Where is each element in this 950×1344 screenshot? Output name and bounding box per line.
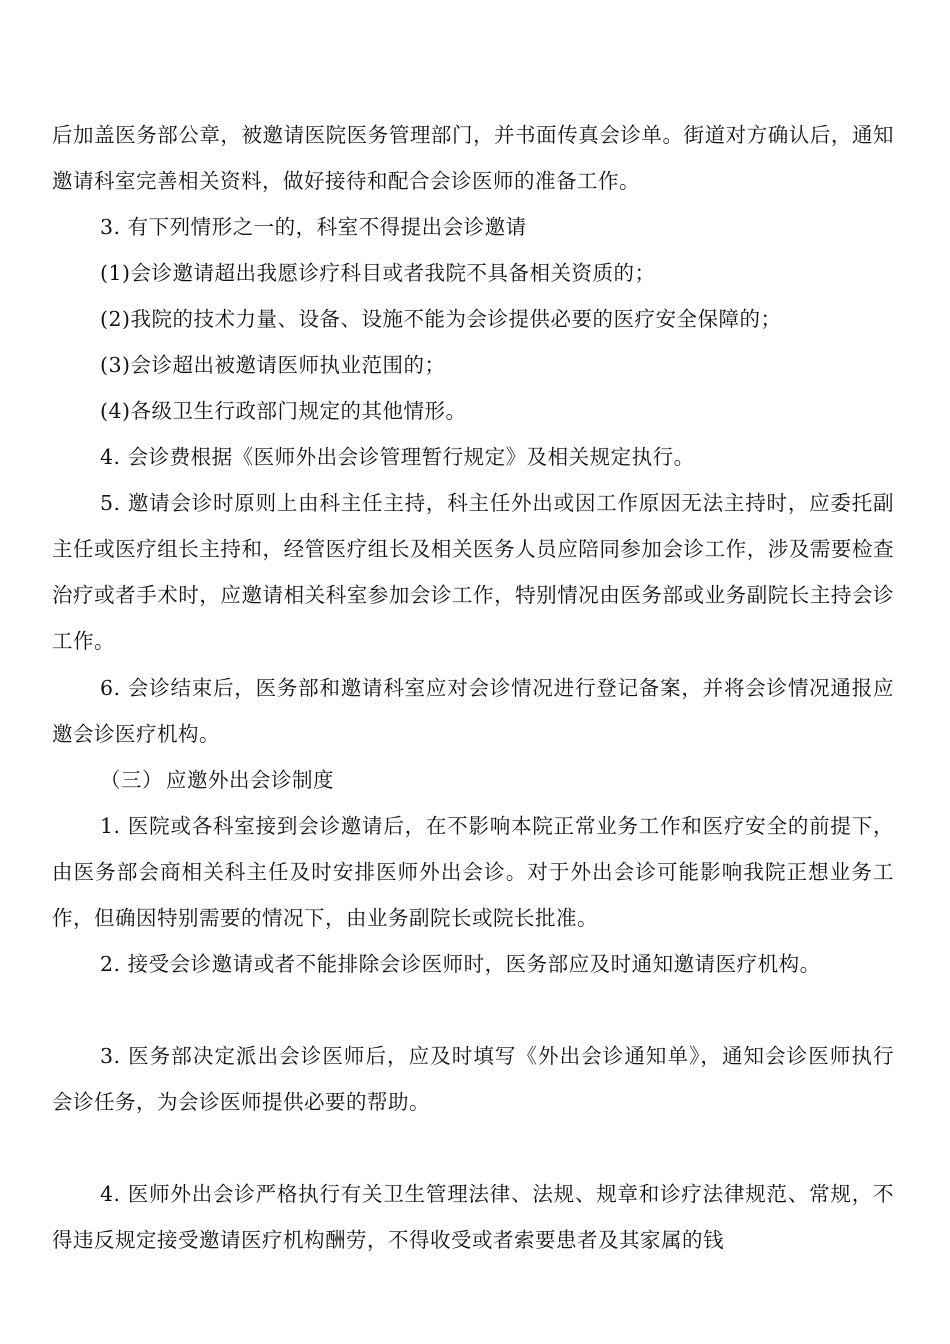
paragraph-subitem-4: (4)各级卫生行政部门规定的其他情形。: [100, 399, 467, 423]
paragraph-outgoing-3: 3. 医务部决定派出会诊医师后，应及时填写《外出会诊通知单》，通知会诊医师执行会诊任务，为会诊医师提供必要的帮助。: [52, 1044, 894, 1114]
paragraph-subitem-3: (3)会诊超出被邀请医师执业范围的；: [100, 353, 446, 377]
paragraph-outgoing-4: 4. 医师外出会诊严格执行有关卫生管理法律、法规、规章和诊疗法律规范、常规，不得违反规定接受邀请医疗机构酬劳，不得收受或者索要患者及其家属的钱: [52, 1182, 894, 1252]
paragraph-item-5: 5. 邀请会诊时原则上由科主任主持，科主任外出或因工作原因无法主持时，应委托副主任或医疗组长主持和，经管医疗组长及相关医务人员应陪同参加会诊工作，涉及需要检查治疗或者手术时，应邀请相关科室参加会诊工作，特别情况由医务部或业务副院长主持会诊工作。: [52, 491, 894, 653]
paragraph-item-3: 3. 有下列情形之一的，科室不得提出会诊邀请: [100, 215, 527, 239]
paragraph-outgoing-1: 1. 医院或各科室接到会诊邀请后，在不影响本院正常业务工作和医疗安全的前提下，由医务部会商相关科主任及时安排医师外出会诊。对于外出会诊可能影响我院正想业务工作，但确因特别需要的情况下，由业务副院长或院长批准。: [52, 814, 894, 930]
section-heading: [100, 757, 334, 803]
paragraph-subitem-2: (2)我院的技术力量、设备、设施不能为会诊提供必要的医疗安全保障的；: [100, 307, 782, 331]
paragraph-outgoing-2: 2. 接受会诊邀请或者不能排除会诊医师时，医务部应及时通知邀请医疗机构。: [100, 952, 821, 976]
section-heading-title: 应邀外出会诊制度: [166, 768, 334, 792]
paragraph-item-6: 6. 会诊结束后，医务部和邀请科室应对会诊情况进行登记备案，并将会诊情况通报应邀会诊医疗机构。: [52, 676, 894, 746]
paragraph-item-4: 4. 会诊费根据《医师外出会诊管理暂行规定》及相关规定执行。: [100, 445, 695, 469]
paragraph-subitem-1: (1)会诊邀请超出我愿诊疗科目或者我院不具备相关资质的；: [100, 261, 656, 285]
paragraph-continuation: 后加盖医务部公章，被邀请医院医务管理部门，并书面传真会诊单。街道对方确认后，通知邀请科室完善相关资料，做好接待和配合会诊医师的准备工作。: [52, 123, 894, 193]
section-heading-number: （三）: [100, 768, 163, 792]
